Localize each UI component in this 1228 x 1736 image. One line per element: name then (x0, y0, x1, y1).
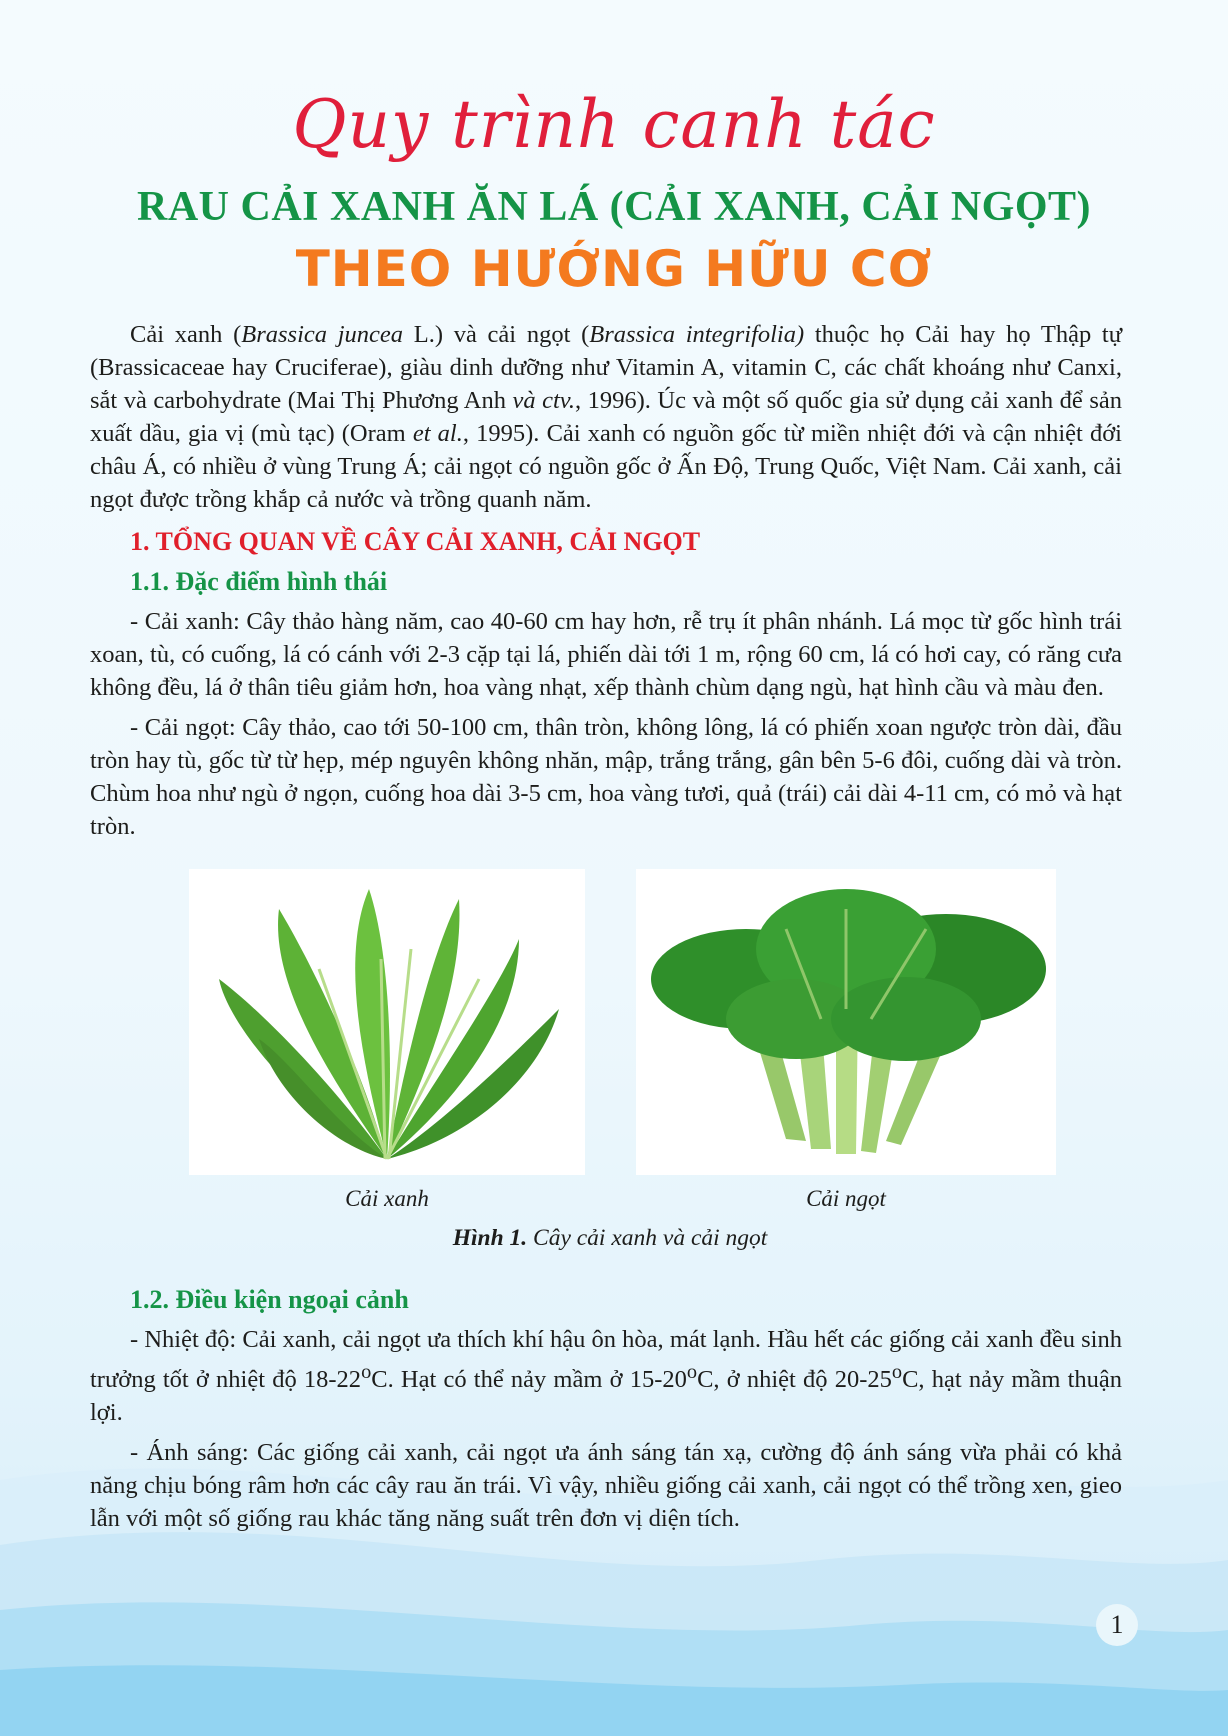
caption-cai-ngot: Cải ngọt (806, 1186, 886, 1211)
document-body (90, 318, 1122, 1542)
paragraph-cai-ngot: - Cải ngọt: Cây thảo, cao tới 50-100 cm, thân tròn, không lông, lá có phiến xoan ngược tròn dài, đầu tròn hay tù, gốc từ từ hẹp, mép nguyên không nhăn, mập, trắng trắng, gân bên 5-6 đôi, cuống dài và tròn. Chùm hoa như ngù ở ngọn, cuống hoa dài 3-5 cm, hoa vàng tươi, quả (trái) cải dài 4-11 cm, có mỏ và hạt tròn. (90, 714, 1122, 840)
paragraph-cai-xanh: - Cải xanh: Cây thảo hàng năm, cao 40-60 cm hay hơn, rễ trụ ít phân nhánh. Lá mọc từ gốc hình trái xoan, tù, có cuống, lá có cánh với 2-3 cặp tại lá, phiến dài tới 1 m, rộng 60 cm, lá có hơi cay, có răng cưa không đều, lá ở thân tiêu giảm hơn, hoa vàng nhạt, xếp thành chùm dạng ngù, hạt hình cầu và màu đen. (90, 608, 1122, 701)
caption-cai-xanh: Cải xanh (345, 1186, 429, 1211)
title-line-1: RAU CẢI XANH ĂN LÁ (CẢI XANH, CẢI NGỌT) (137, 184, 1091, 230)
script-title: Quy trình canh tác (292, 86, 936, 163)
figure-label: Hình 1. (452, 1225, 528, 1251)
figure-1 (90, 869, 1122, 1267)
cai-ngot-photo (636, 869, 1056, 1175)
title-line-2: THEO HƯỚNG HỮU CƠ (295, 240, 933, 298)
section-heading-1: 1. TỔNG QUAN VỀ CÂY CẢI XANH, CẢI NGỌT (130, 527, 701, 556)
paragraph-light: - Ánh sáng: Các giống cải xanh, cải ngọt ưa ánh sáng tán xạ, cường độ ánh sáng vừa phải có khả năng chịu bóng râm hơn các cây rau ăn trái. Vì vậy, nhiều giống cải xanh, cải ngọt có thể trồng xen, gieo lẫn với một số giống rau khác tăng năng suất trên đơn vị diện tích. (90, 1439, 1122, 1533)
intro-paragraph: Cải xanh (Brassica juncea L.) và cải ngọt (Brassica integrifolia) thuộc họ Cải hay họ Thập tự (Brassicaceae hay Cruciferae), giàu dinh dưỡng như Vitamin A, vitamin C, các chất khoáng như Canxi, sắt và carbohydrate (Mai Thị Phương Anh và ctv., 1996). Úc và một số quốc gia sử dụng cải xanh để sản xuất dầu, gia vị (mù tạc) (Oram et al., 1995). Cải xanh có nguồn gốc từ miền nhiệt đới và cận nhiệt đới châu Á, có nhiều ở vùng Trung Á; cải ngọt có nguồn gốc ở Ấn Độ, Trung Quốc, Việt Nam. Cải xanh, cải ngọt được trồng khắp cả nước và trồng quanh năm. (90, 321, 1122, 513)
figure-title: Cây cải xanh và cải ngọt (527, 1225, 768, 1251)
subsection-heading-1-1: 1.1. Đặc điểm hình thái (130, 567, 388, 596)
figure-caption (90, 1225, 1130, 1252)
page-number: 1 (1096, 1604, 1138, 1646)
subsection-heading-1-2: 1.2. Điều kiện ngoại cảnh (130, 1285, 409, 1314)
cai-xanh-photo (189, 869, 585, 1175)
paragraph-temperature: - Nhiệt độ: Cải xanh, cải ngọt ưa thích khí hậu ôn hòa, mát lạnh. Hầu hết các giống cải xanh đều sinh trưởng tốt ở nhiệt độ 18-22$^o$C. Hạt có thể nảy mầm ở 15-20$^o$C, ở nhiệt độ 20-25$^o$C, hạt nảy mầm thuận lợi. (90, 1326, 1122, 1427)
